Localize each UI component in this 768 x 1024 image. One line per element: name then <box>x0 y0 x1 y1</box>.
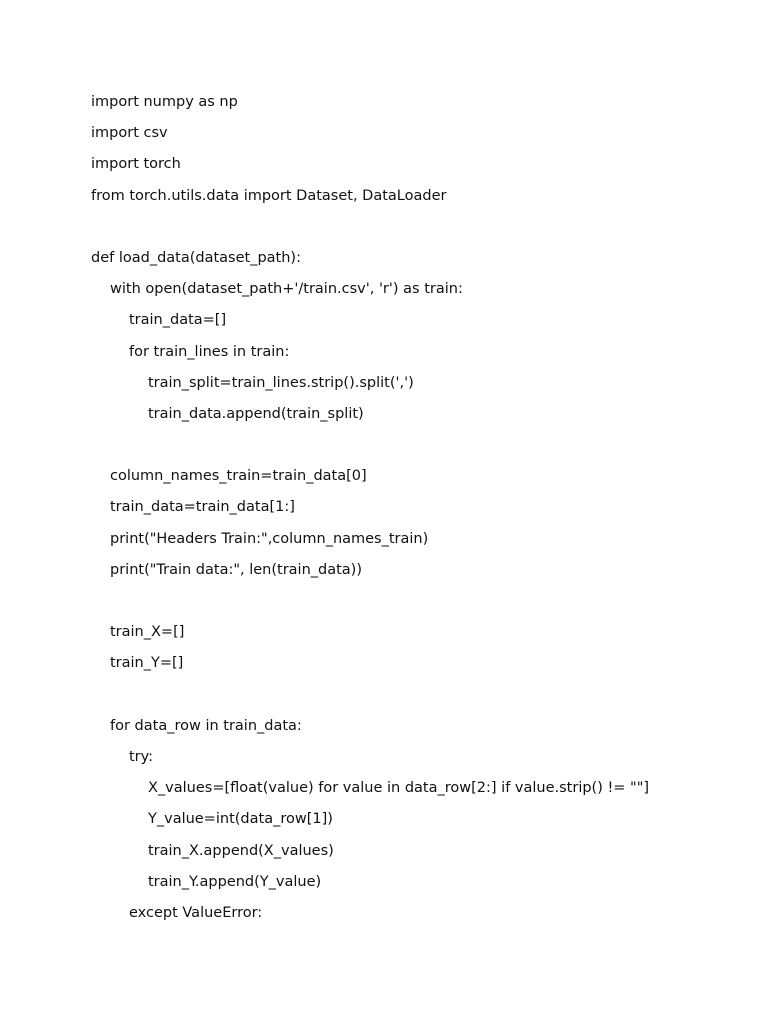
blank-line <box>91 683 751 714</box>
code-line: print("Train data:", len(train_data)) <box>110 561 363 578</box>
code-line: train_X=[] <box>110 624 185 641</box>
code-block <box>91 90 751 932</box>
code-line: train_data.append(train_split) <box>148 405 364 422</box>
code-line: train_data=[] <box>129 312 227 329</box>
blank-line <box>91 215 751 246</box>
code-line: import numpy as np <box>91 94 238 110</box>
code-line: for train_lines in train: <box>129 343 290 360</box>
code-line: try: <box>129 748 154 765</box>
code-line: Y_value=int(data_row[1]) <box>148 811 333 828</box>
code-line: print("Headers Train:",column_names_train) <box>110 530 429 547</box>
code-line: import torch <box>91 156 181 173</box>
code-line: train_split=train_lines.strip().split(',') <box>148 374 414 391</box>
code-line: for data_row in train_data: <box>110 717 302 734</box>
code-line: column_names_train=train_data[0] <box>110 468 367 485</box>
blank-line <box>91 433 751 464</box>
code-line: train_Y=[] <box>110 655 184 672</box>
code-line: import csv <box>91 125 168 142</box>
code-line: except ValueError: <box>129 904 263 921</box>
code-line: from torch.utils.data import Dataset, DataLoader <box>91 187 447 204</box>
code-line: with open(dataset_path+'/train.csv', 'r') as train: <box>110 281 463 298</box>
blank-line <box>91 589 751 620</box>
code-line: train_data=train_data[1:] <box>110 499 295 516</box>
code-line: train_X.append(X_values) <box>148 842 334 859</box>
code-line: def load_data(dataset_path): <box>91 249 301 266</box>
code-line: train_Y.append(Y_value) <box>148 873 322 890</box>
code-line: X_values=[float(value) for value in data_row[2:] if value.strip() != ""] <box>148 780 650 797</box>
